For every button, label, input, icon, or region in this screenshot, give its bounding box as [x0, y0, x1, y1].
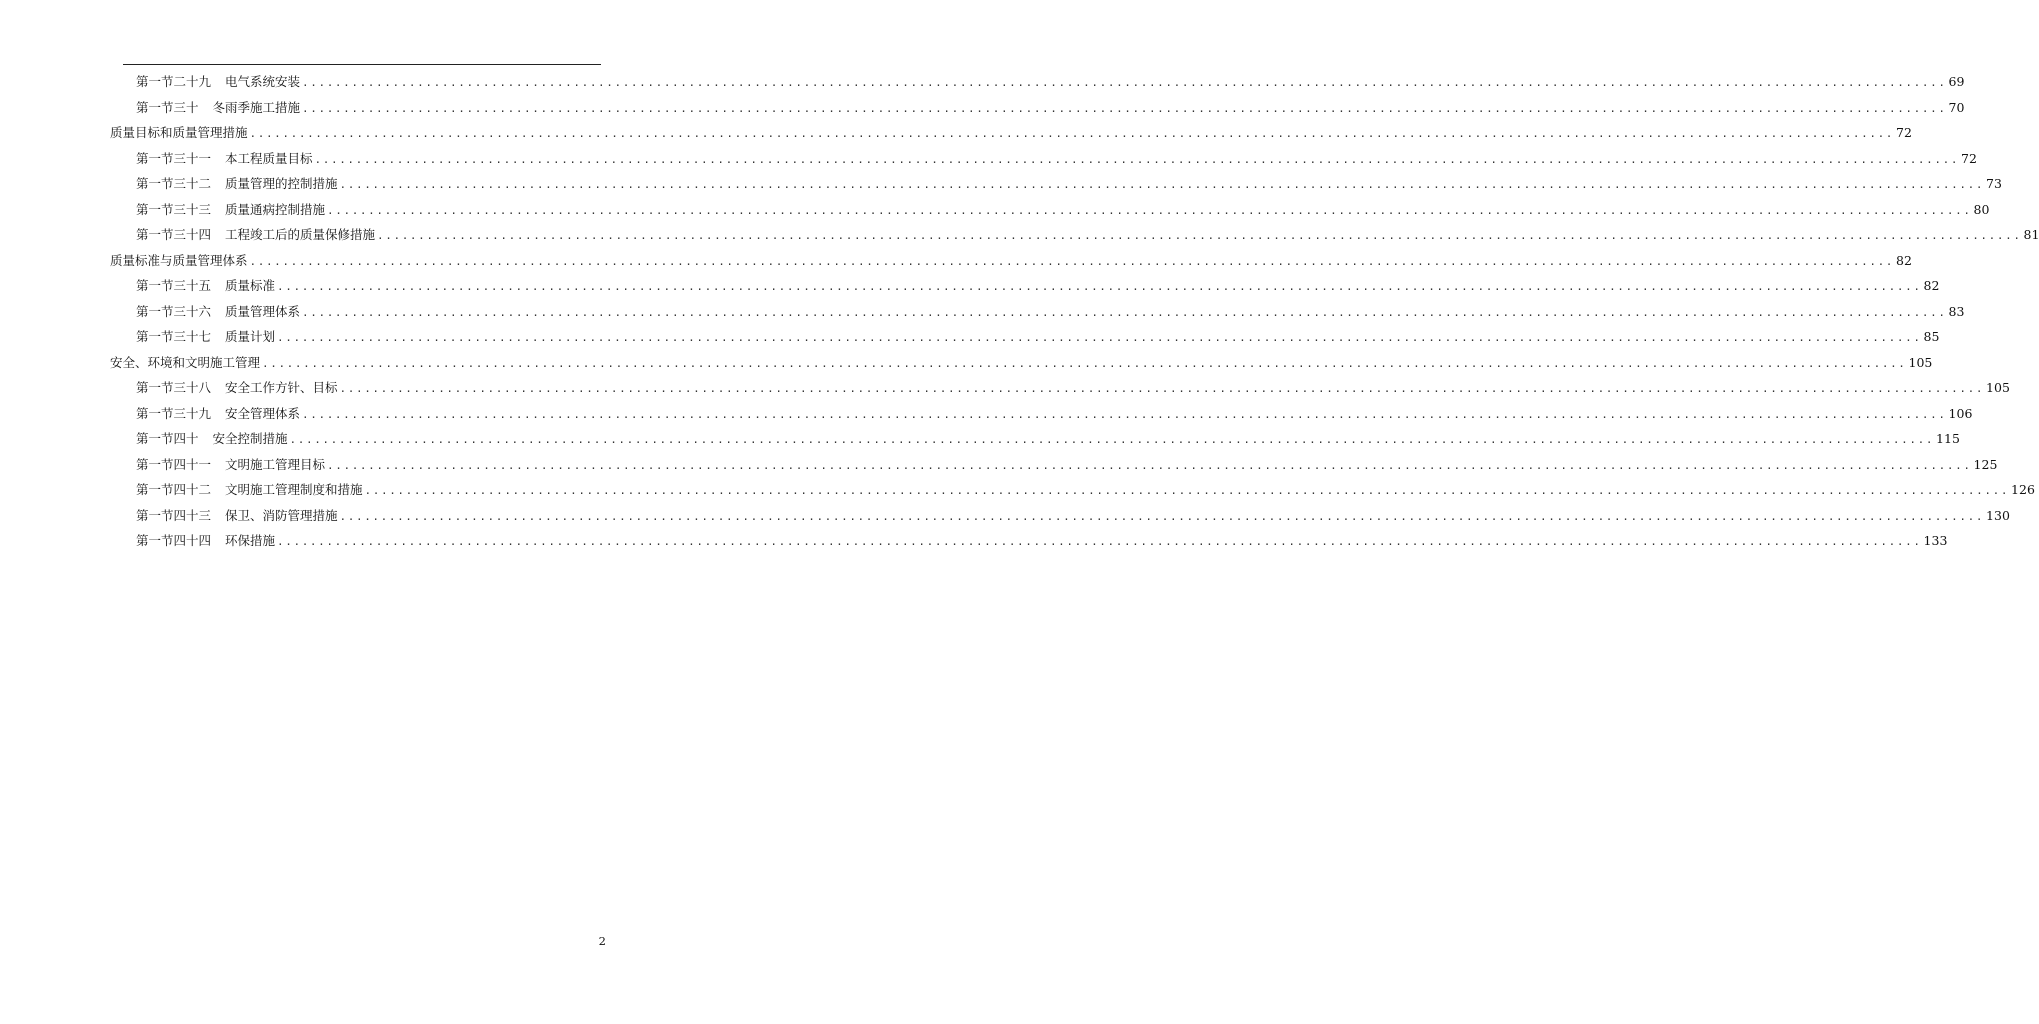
toc-title: 工程竣工后的质量保修措施 — [225, 227, 376, 242]
toc-page-number: 80 — [1973, 201, 1990, 217]
toc-entry[interactable] — [110, 429, 1960, 455]
toc-entry[interactable] — [110, 480, 2035, 506]
toc-dot-leader: ........................................................................................................................................................................................................ — [277, 535, 1922, 548]
toc-section-number: 第一节三十四 — [136, 227, 212, 242]
toc-title: 文明施工管理目标 — [225, 456, 326, 472]
toc-section-number: 第一节四十一 — [136, 456, 212, 472]
toc-entry[interactable] — [110, 276, 1940, 302]
toc-page-number: 72 — [1961, 150, 1977, 166]
toc-section-number: 第一节四十三 — [136, 507, 212, 523]
toc-entry[interactable] — [110, 98, 1965, 124]
toc-title: 本工程质量目标 — [225, 150, 313, 166]
toc-page-number: 82 — [1896, 252, 1912, 268]
toc-section-number: 第一节四十 — [136, 431, 199, 446]
toc-entry[interactable] — [110, 251, 1912, 277]
toc-entry[interactable] — [110, 353, 1933, 379]
toc-page-number: 82 — [1923, 278, 1940, 293]
toc-dot-leader: ........................................................................................................................................................................................................ — [327, 203, 1972, 217]
toc-section-number: 第一节四十四 — [136, 533, 212, 548]
toc-entry[interactable] — [110, 200, 1990, 226]
toc-title: 质量管理体系 — [225, 303, 301, 319]
toc-dot-leader: ........................................................................................................................................................................................................ — [249, 254, 1895, 268]
toc-section-number: 第一节三十一 — [136, 150, 212, 166]
toc-dot-leader: ........................................................................................................................................................................................................ — [327, 458, 1972, 472]
toc-page-number: 126 — [2011, 482, 2035, 497]
toc-entry[interactable] — [110, 123, 1912, 149]
toc-page-number: 73 — [1986, 176, 2002, 191]
toc-title: 质量管理的控制措施 — [225, 176, 338, 191]
toc-title: 质量目标和质量管理措施 — [110, 125, 248, 140]
toc-entry[interactable] — [110, 378, 2010, 404]
toc-title: 质量计划 — [225, 329, 276, 344]
toc-entry[interactable] — [110, 225, 2039, 251]
toc-title: 质量标准与质量管理体系 — [110, 252, 248, 268]
toc-title: 安全控制措施 — [212, 431, 288, 446]
toc-entry[interactable] — [110, 455, 1998, 481]
toc-page-number: 85 — [1923, 329, 1940, 344]
toc-entry[interactable] — [110, 174, 2002, 200]
toc-title: 安全管理体系 — [225, 405, 301, 421]
toc-section-number: 第一节三十九 — [136, 405, 212, 421]
header-rule — [123, 64, 601, 65]
toc-section-number: 第一节三十七 — [136, 329, 212, 344]
toc-title: 冬雨季施工措施 — [212, 99, 301, 115]
toc-dot-leader: ........................................................................................................................................................................................................ — [262, 356, 1907, 370]
toc-page-number: 81 — [2023, 227, 2039, 242]
toc-dot-leader: ........................................................................................................................................................................................................ — [302, 101, 1947, 115]
toc-page-number: 72 — [1896, 125, 1912, 140]
toc-title: 质量通病控制措施 — [225, 201, 326, 217]
toc-section-number: 第一节三十八 — [136, 380, 212, 395]
footer-page-number: 2 — [598, 934, 606, 948]
toc-page-number: 105 — [1908, 354, 1933, 370]
toc-page-number: 69 — [1948, 74, 1965, 89]
toc-entry[interactable] — [110, 72, 1965, 98]
toc-dot-leader: ........................................................................................................................................................................................................ — [302, 407, 1947, 421]
toc-dot-leader: ........................................................................................................................................................................................................ — [302, 76, 1947, 89]
toc-page-number: 105 — [1986, 380, 2010, 395]
toc-title: 文明施工管理制度和措施 — [225, 482, 363, 497]
toc-dot-leader: ........................................................................................................................................................................................................ — [302, 305, 1947, 319]
toc-entry[interactable] — [110, 531, 1948, 557]
toc-page-number: 125 — [1973, 456, 1998, 472]
toc-section-number: 第一节三十 — [136, 99, 199, 115]
toc-entry[interactable] — [110, 149, 1977, 175]
toc-title: 保卫、消防管理措施 — [225, 507, 338, 523]
table-of-contents — [110, 72, 2039, 557]
toc-title: 质量标准 — [225, 278, 276, 293]
toc-section-number: 第一节三十五 — [136, 278, 212, 293]
toc-page-number: 130 — [1986, 507, 2010, 523]
toc-title: 电气系统安装 — [225, 74, 301, 89]
toc-section-number: 第一节三十三 — [136, 201, 212, 217]
toc-dot-leader: ........................................................................................................................................................................................................ — [249, 127, 1895, 140]
toc-page-number: 133 — [1923, 533, 1948, 548]
toc-title: 环保措施 — [225, 533, 276, 548]
toc-title: 安全工作方针、目标 — [225, 380, 338, 395]
toc-page-number: 83 — [1948, 303, 1965, 319]
toc-dot-leader: ........................................................................................................................................................................................................ — [377, 229, 2022, 242]
toc-dot-leader: ........................................................................................................................................................................................................ — [364, 484, 2010, 497]
toc-page-number: 115 — [1936, 431, 1960, 446]
toc-dot-leader: ........................................................................................................................................................................................................ — [339, 178, 1985, 191]
toc-entry[interactable] — [110, 302, 1965, 328]
toc-dot-leader: ........................................................................................................................................................................................................ — [277, 280, 1922, 293]
toc-page-number: 106 — [1948, 405, 1973, 421]
toc-title: 安全、环境和文明施工管理 — [110, 354, 261, 370]
toc-section-number: 第一节三十二 — [136, 176, 212, 191]
toc-section-number: 第一节二十九 — [136, 74, 212, 89]
toc-entry[interactable] — [110, 506, 2010, 532]
toc-section-number: 第一节四十二 — [136, 482, 212, 497]
toc-entry[interactable] — [110, 327, 1940, 353]
toc-dot-leader: ........................................................................................................................................................................................................ — [339, 509, 1985, 523]
toc-dot-leader: ........................................................................................................................................................................................................ — [339, 382, 1985, 395]
toc-section-number: 第一节三十六 — [136, 303, 212, 319]
toc-dot-leader: ........................................................................................................................................................................................................ — [314, 152, 1960, 166]
toc-entry[interactable] — [110, 404, 1973, 430]
toc-dot-leader: ........................................................................................................................................................................................................ — [277, 331, 1922, 344]
toc-dot-leader: ........................................................................................................................................................................................................ — [289, 433, 1935, 446]
toc-page-number: 70 — [1948, 99, 1965, 115]
